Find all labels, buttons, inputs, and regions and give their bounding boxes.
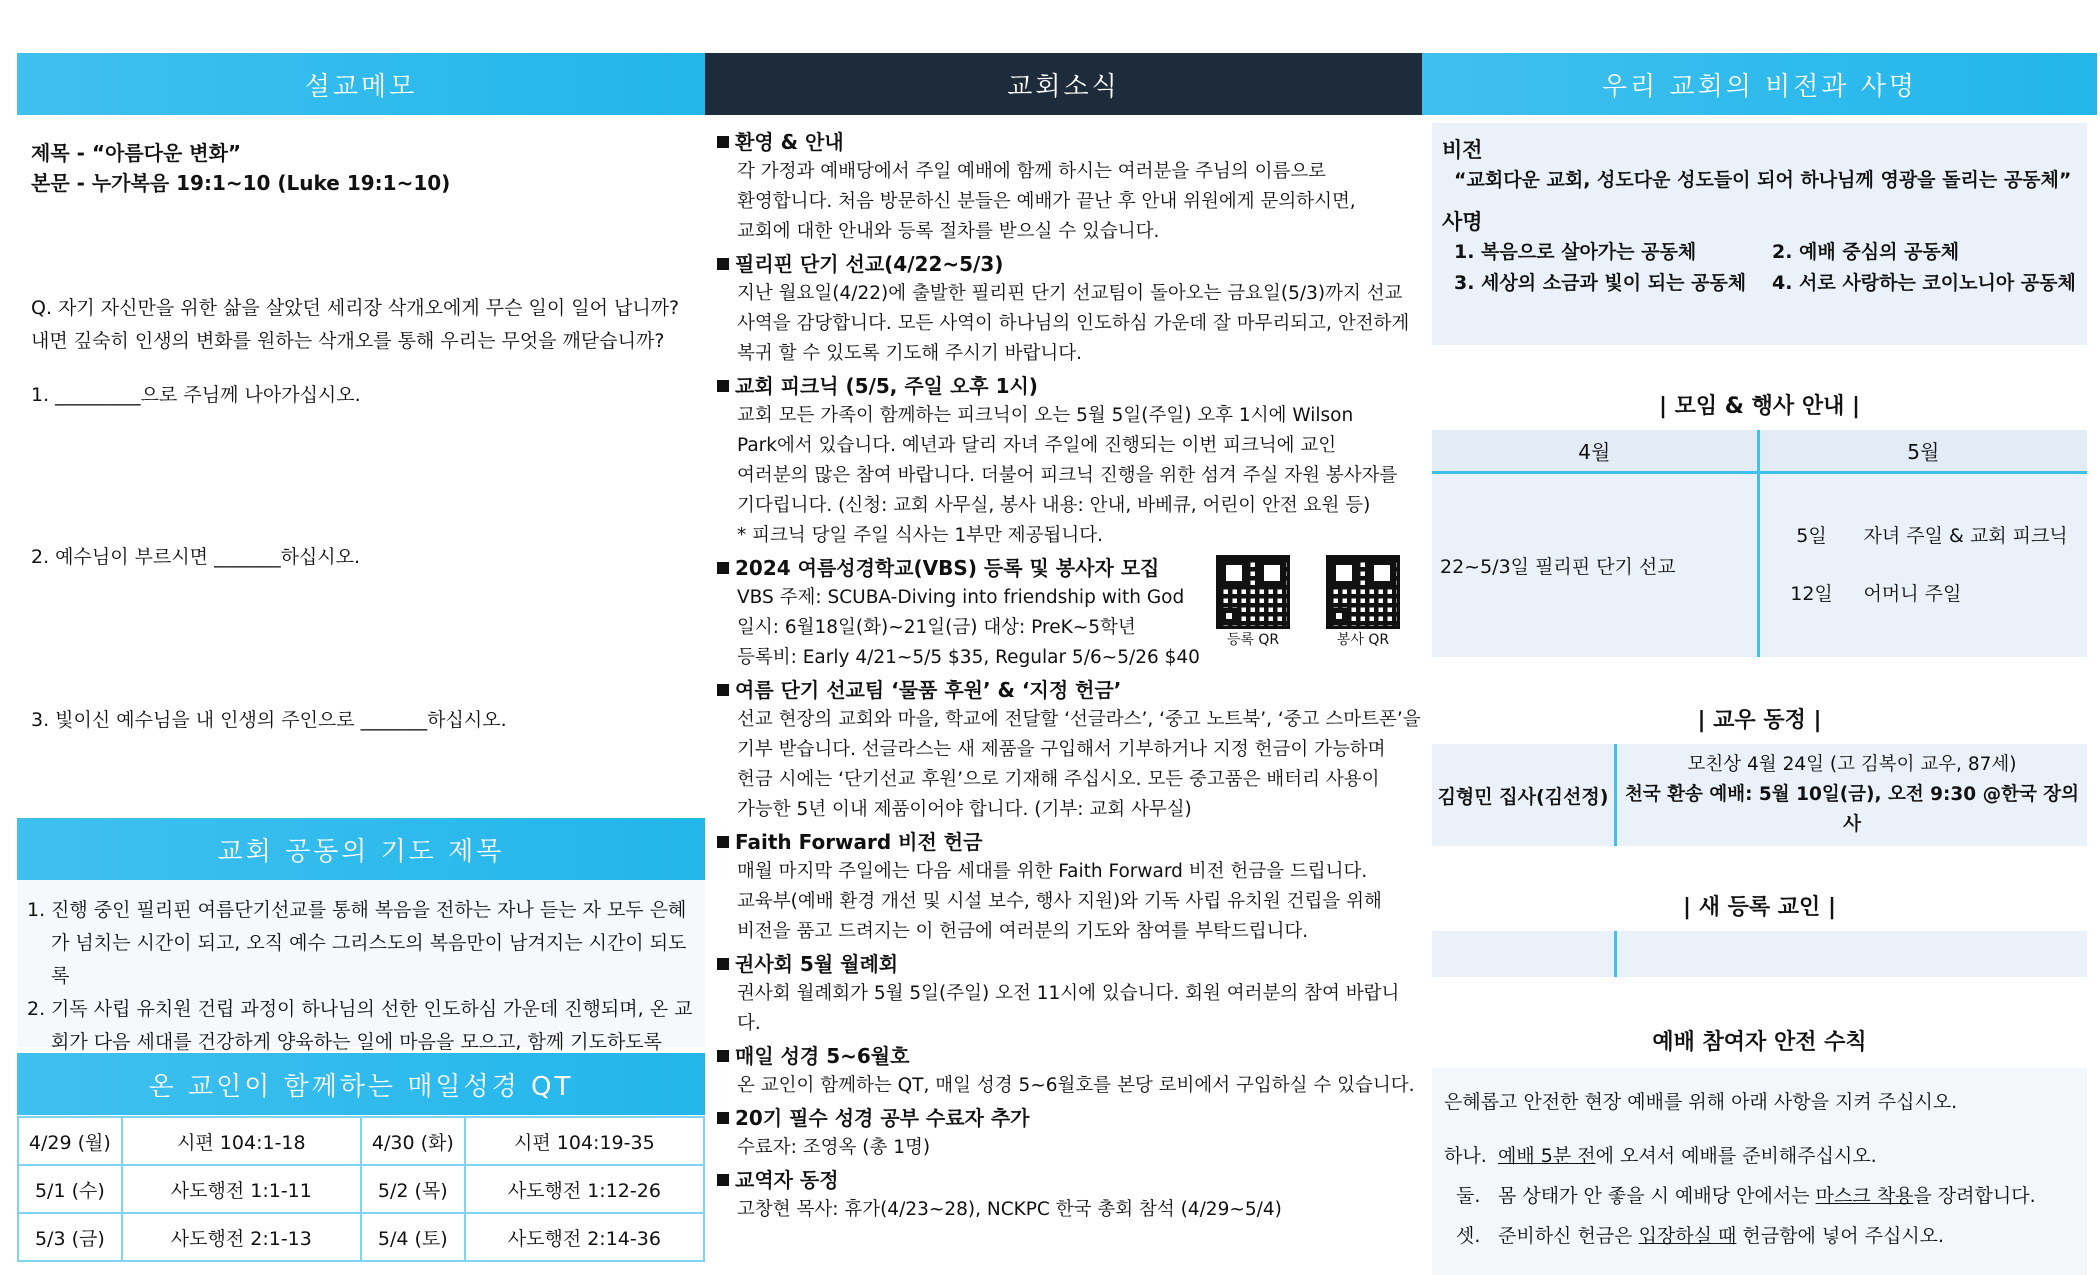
vision-column	[1422, 53, 2097, 1275]
bullet-square-icon	[717, 562, 729, 574]
table-row: 4월 5월	[1432, 430, 2087, 472]
news-column	[705, 53, 1422, 1227]
mission-label: 사명	[1442, 210, 1483, 234]
sermon-fill-3: 3. 빛이신 예수님을 내 인생의 주인으로 _______하십시오.	[31, 709, 507, 731]
qr-code-icon	[1326, 555, 1400, 629]
bullet-square-icon	[717, 380, 729, 392]
qr-code-icon	[1216, 555, 1290, 629]
sermon-column	[17, 53, 705, 1250]
registration-qr[interactable]: 등록 QR	[1216, 555, 1290, 649]
safety-rule: 하나. 예배 5분 전에 오셔서 예배를 준비해주십시오.	[1444, 1145, 1877, 1167]
sermon-fill-2: 2. 예수님이 부르시면 _______하십시오.	[31, 546, 361, 568]
member-name: 김형민 집사(김선정)	[1432, 744, 1617, 846]
list-item: 5일 자녀 주일 & 교회 피크닉	[1796, 525, 2068, 548]
news-list	[705, 115, 1422, 1225]
qt-table	[17, 1116, 705, 1262]
members-news-row	[1432, 744, 2087, 846]
table-row: 22~5/3일 필리핀 단기 선교 5일 자녀 주일 & 교회 피크닉 12일 어머니 주일	[1432, 472, 2087, 657]
list-item: 12일 어머니 주일	[1790, 583, 1962, 606]
bullet-square-icon	[717, 836, 729, 848]
news-course: 20기 필수 성경 공부 수료자 추가 수료자: 조영옥 (총 1명)	[717, 1103, 1422, 1163]
prayer-header: 교회 공동의 기도 제목	[17, 818, 705, 880]
vision-label: 비전	[1442, 138, 1483, 162]
events-table	[1432, 430, 2087, 657]
news-summer-donation: 여름 단기 선교팀 ‘물품 후원’ & ‘지정 헌금’ 선교 현장의 교회와 마을, 학교에 전달할 ‘선글라스’, ‘중고 노트북’, ‘중고 스마트폰’을 기부 받습니다. 선글라스는 새 제품을 구입해서 기부하거나 지정 헌금이 가능하며 헌금 시에는 ‘단기선교 후원’으로 기재해 주십시오. 모든 중고품은 배터리 사용이 가능한 5년 이내 제품이어야 합니다. (기부: 교회 사무실)	[717, 675, 1422, 825]
new-members-title: | 새 등록 교인 |	[1683, 895, 1836, 920]
vision-text: “교회다운 교회, 성도다운 성도들이 되어 하나님께 영광을 돌리는 공동체”	[1454, 169, 2072, 191]
bullet-square-icon	[717, 1050, 729, 1062]
prayer-item: 1. 진행 중인 필리핀 여름단기선교를 통해 복음을 전하는 자나 듣는 자 모두 은혜가 넘치는 시간이 되고, 오직 예수 그리스도의 복음만이 남겨지는 시간이 되도록	[27, 899, 687, 987]
news-staff: 교역자 동정 고창현 목사: 휴가(4/23~28), NCKPC 한국 총회 참석 (4/29~5/4)	[717, 1165, 1422, 1225]
sermon-memo	[17, 115, 705, 870]
sermon-question: Q. 자기 자신만을 위한 삶을 살았던 세리장 삭개오에게 무슨 일이 일어 납니까? 내면 깊숙히 인생의 변화를 원하는 삭개오를 통해 우리는 무엇을 깨닫습니까?	[31, 297, 680, 352]
qt-header: 온 교인이 함께하는 매일성경 QT	[17, 1053, 705, 1115]
mission-grid: 1. 복음으로 살아가는 공동체 2. 예배 중심의 공동체 3. 세상의 소금과 빛이 되는 공동체 4. 서로 사랑하는 코이노니아 공동체	[1454, 241, 2076, 294]
news-deacon-meeting: 권사회 5월 월례회 권사회 월례회가 5월 5일(주일) 오전 11시에 있습니다. 회원 여러분의 참여 바랍니다.	[717, 949, 1422, 1039]
vision-header: 우리 교회의 비전과 사명	[1422, 53, 2097, 115]
sermon-fill-1: 1. _________으로 주님께 나아가십시오.	[31, 384, 361, 406]
safety-intro: 은혜롭고 안전한 현장 예배를 위해 아래 사항을 지켜 주십시오.	[1444, 1091, 1958, 1113]
vision-panel	[1432, 123, 2087, 345]
news-header: 교회소식	[705, 53, 1422, 115]
bullet-square-icon	[717, 1174, 729, 1186]
safety-panel	[1432, 1068, 2087, 1275]
safety-title: 예배 참여자 안전 수칙	[1652, 1030, 1867, 1055]
events-title: | 모임 & 행사 안내 |	[1658, 394, 1861, 419]
bullet-square-icon	[717, 1112, 729, 1124]
bullet-square-icon	[717, 136, 729, 148]
safety-rule: 둘. 몸 상태가 안 좋을 시 예배당 안에서는 마스크 착용을 장려합니다.	[1456, 1185, 2036, 1207]
prayer-item: 2. 기독 사립 유치원 건립 과정이 하나님의 선한 인도하심 가운데 진행되며, 온 교회가 다음 세대를 건강하게 양육하는 일에 마음을 모으고, 함께 기도하도록	[27, 998, 693, 1053]
news-welcome: 환영 & 안내 각 가정과 예배당에서 주일 예배에 함께 하시는 여러분을 주님의 이름으로 환영합니다. 처음 방문하신 분들은 예배가 끝난 후 안내 위원에게 문의하시면, 교회에 대한 안내와 등록 절차를 받으실 수 있습니다.	[717, 127, 1422, 247]
volunteer-qr[interactable]: 봉사 QR	[1326, 555, 1400, 649]
bullet-square-icon	[717, 684, 729, 696]
member-news-line: 모친상 4월 24일 (고 김복이 교우, 87세)	[1687, 754, 2017, 775]
sermon-scripture: 본문 - 누가복음 19:1~10 (Luke 19:1~10)	[31, 171, 451, 195]
members-news-title: | 교우 동정 |	[1697, 708, 1822, 733]
news-daily-bible: 매일 성경 5~6월호 온 교인이 함께하는 QT, 매일 성경 5~6월호를 본당 로비에서 구입하실 수 있습니다.	[717, 1041, 1422, 1101]
prayer-list	[17, 880, 705, 1053]
bullet-square-icon	[717, 258, 729, 270]
safety-rule: 셋. 준비하신 헌금은 입장하실 때 헌금함에 넣어 주십시오.	[1456, 1225, 1945, 1247]
news-vbs: 2024 여름성경학교(VBS) 등록 및 봉사자 모집 VBS 주제: SCUBA-Diving into friendship with God 일시: 6월18일(화)~21일(금) 대상: PreK~5학년 등록비: Early 4/21~5/5 $35, Regular 5/6~5/26 $40 등록 QR 봉사 QR	[717, 553, 1422, 673]
news-faith-forward: Faith Forward 비전 헌금 매월 마지막 주일에는 다음 세대를 위한 Faith Forward 비전 헌금을 드립니다. 교육부(예배 환경 개선 및 시설 보수, 행사 지원)와 기독 사립 유치원 건립을 위해 비전을 품고 드려지는 이 헌금에 여러분의 기도와 참여를 부탁드립니다.	[717, 827, 1422, 947]
sermon-title: 제목 - “아름다운 변화”	[31, 141, 242, 165]
sermon-header: 설교메모	[17, 53, 705, 115]
table-row: 5/1 (수) 사도행전 1:1-11 5/2 (목) 사도행전 1:12-26	[18, 1165, 704, 1213]
member-news-line: 천국 환송 예배: 5월 10일(금), 오전 9:30 @한국 장의사	[1624, 784, 2080, 835]
new-members-row	[1432, 931, 2087, 977]
table-row: 5/3 (금) 사도행전 2:1-13 5/4 (토) 사도행전 2:14-36	[18, 1213, 704, 1261]
table-row: 4/29 (월) 시편 104:1-18 4/30 (화) 시편 104:19-35	[18, 1117, 704, 1165]
news-picnic: 교회 피크닉 (5/5, 주일 오후 1시) 교회 모든 가족이 함께하는 피크닉이 오는 5월 5일(주일) 오후 1시에 Wilson Park에서 있습니다. 예년과 달리 자녀 주일에 진행되는 이번 피크닉에 교인 여러분의 많은 참여 바랍니다. 더불어 피크닉 진행을 위한 섬겨 주실 자원 봉사자를 기다립니다. (신청: 교회 사무실, 봉사 내용: 안내, 바베큐, 어린이 안전 요원 등) * 피크닉 당일 주일 식사는 1부만 제공됩니다.	[717, 371, 1422, 551]
news-mission: 필리핀 단기 선교(4/22~5/3) 지난 월요일(4/22)에 출발한 필리핀 단기 선교팀이 돌아오는 금요일(5/3)까지 선교 사역을 감당합니다. 모든 사역이 하나님의 인도하심 가운데 잘 마무리되고, 안전하게 복귀 할 수 있도록 기도해 주시기 바랍니다.	[717, 249, 1422, 369]
bullet-square-icon	[717, 958, 729, 970]
qr-codes	[1216, 555, 1400, 649]
